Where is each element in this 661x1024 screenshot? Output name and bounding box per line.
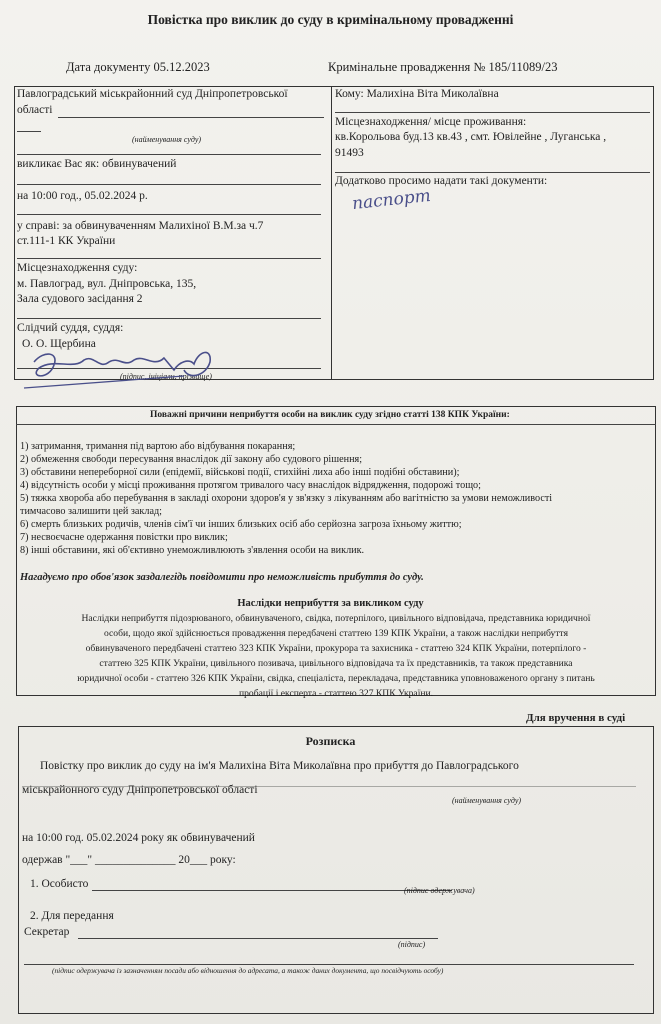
reason-item: 2) обмеження свободи пересування внаслідок дії закону або судового рішення; bbox=[20, 454, 363, 465]
court-location-title: Місцезнаходження суду: bbox=[17, 262, 138, 274]
secretary-label: Секретар bbox=[24, 926, 70, 938]
recipient: Кому: Малихіна Віта Миколаївна bbox=[335, 88, 499, 100]
recipient-signature-caption: (підпис одержувача) bbox=[404, 886, 475, 895]
judge-signature-icon bbox=[14, 340, 224, 400]
residence-title: Місцезнаходження/ місце проживання: bbox=[335, 116, 527, 128]
judge-title: Слідчий суддя, суддя: bbox=[17, 322, 124, 334]
reason-item: 8) інші обставини, які об'єктивно унеможливлюють з'явлення особи на виклик. bbox=[20, 545, 365, 556]
consequences-line: особи, щодо якої здійснюється провадження передбачені статтею 139 КПК України, а також наслідки неприбуття bbox=[104, 628, 568, 639]
residence-line1: кв.Корольова буд.13 кв.43 , смт. Ювілейне , Луганська , bbox=[335, 131, 607, 143]
summoned-as: викликає Вас як: обвинувачений bbox=[17, 158, 177, 170]
court-caption: (найменування суду) bbox=[132, 135, 202, 144]
consequences-line: обвинуваченого передбачені статтею 323 КПК України, прокурора та захисника - статтею 324 КПК України, потерпілого - bbox=[85, 643, 587, 654]
reason-item: 7) несвоєчасне одержання повістки про виклик; bbox=[20, 532, 228, 543]
handwritten-documents: паспорт bbox=[351, 185, 432, 215]
documents-title: Додатково просимо надати такі документи: bbox=[335, 175, 548, 187]
court-name-line2: області bbox=[17, 104, 53, 116]
reasons-title: Поважні причини неприбуття особи на виклик суду згідно статті 138 КПК України: bbox=[150, 410, 510, 420]
reason-item: 6) смерть близьких родичів, членів сім'ї чи інших близьких осіб або серйозна загроза їхньому життю; bbox=[20, 519, 462, 530]
hearing-time: на 10:00 год., 05.02.2024 р. bbox=[17, 190, 148, 202]
receipt-court-caption: (найменування суду) bbox=[452, 796, 522, 805]
receipt-line1: Повістку про виклик до суду на ім'я Малихіна Віта Миколаївна про прибуття до Павлоградського bbox=[40, 760, 519, 772]
receipt-line2: міськрайонного суду Дніпропетровської області bbox=[22, 784, 258, 796]
reminder: Нагадуємо про обов'язок заздалегідь повідомити про неможливість прибуття до суду. bbox=[20, 572, 424, 583]
receipt-title: Розписка bbox=[305, 734, 356, 748]
consequences-title: Наслідки неприбуття за викликом суду bbox=[237, 598, 424, 609]
receipt-time: на 10:00 год. 05.02.2024 року як обвинувачений bbox=[22, 832, 255, 844]
residence-line2: 91493 bbox=[335, 147, 364, 159]
form-divider bbox=[331, 86, 332, 380]
judge-caption: (підпис, ініціали, прізвище) bbox=[120, 372, 212, 381]
signature-caption: (підпис) bbox=[398, 940, 426, 949]
consequences-line: Наслідки неприбуття підозрюваного, обвинуваченого, свідка, потерпілого, цивільного відповідача, представника юридичної bbox=[81, 613, 591, 624]
court-name-line1: Павлоградський міськрайонний суд Дніпропетровської bbox=[17, 88, 288, 100]
case-description-line2: ст.111-1 КК України bbox=[17, 235, 116, 247]
reason-item: 1) затримання, тримання під вартою або відбування покарання; bbox=[20, 441, 296, 452]
document-date: Дата документу 05.12.2023 bbox=[66, 60, 210, 74]
for-court-label: Для вручення в суді bbox=[526, 712, 626, 724]
reason-item: 5) тяжка хвороба або перебування в закладі охорони здоров'я у зв'язку з лікуванням або вагітністю за умови неможливості bbox=[20, 493, 553, 504]
document-title: Повістка про виклик до суду в кримінальному провадженні bbox=[147, 12, 514, 27]
case-number: Кримінальне провадження № 185/11089/23 bbox=[328, 60, 558, 74]
judge-name: О. О. Щербина bbox=[22, 338, 96, 350]
reason-item: 3) обставини непереборної сили (епідемії, військові події, стихійні лиха або інші подібні обставини); bbox=[20, 467, 460, 478]
consequences-text bbox=[18, 611, 654, 701]
reasons-list bbox=[20, 440, 640, 557]
reason-item: тимчасово залишити цей заклад; bbox=[20, 506, 162, 517]
consequences-line: юридичної особи - статтею 326 КПК України, свідка, спеціаліста, перекладача, представника уповноваженого органу з питань bbox=[77, 673, 595, 684]
reason-item: 4) відсутність особи у місці проживання протягом тривалого часу внаслідок відрядження, подорожі тощо; bbox=[20, 480, 481, 491]
transfer-label: 2. Для передання bbox=[30, 910, 114, 922]
consequences-line: статтею 325 КПК України, цивільного позивача, цивільного відповідача та їх представників, та також представника bbox=[99, 658, 573, 669]
personally-label: 1. Особисто bbox=[30, 878, 89, 890]
court-location-line1: м. Павлоград, вул. Дніпровська, 135, bbox=[17, 278, 197, 290]
consequences-line: пробації і експерта - статтею 327 КПК України. bbox=[238, 688, 434, 699]
bottom-caption: (підпис одержувача із зазначенням посади або відношення до адресата, а також даних документа, що посвідчують особу) bbox=[52, 966, 444, 975]
case-description-line1: у справі: за обвинуваченням Малихіної В.М.за ч.7 bbox=[17, 220, 264, 232]
received-date: одержав "___" ______________ 20___ року: bbox=[22, 854, 236, 866]
court-location-line2: Зала судового засідання 2 bbox=[17, 293, 143, 305]
